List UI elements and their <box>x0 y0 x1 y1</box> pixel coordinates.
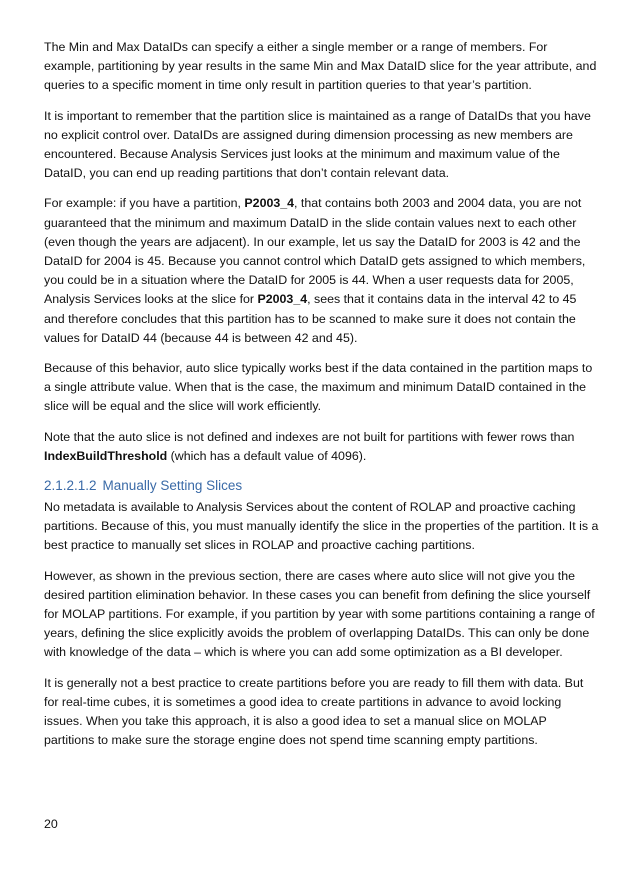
text-run: However, as shown in the previous section, there are cases where auto slice will not give you the desired partition elimination behavior. In these cases you can benefit from defining the slice yourself for MOLAP partitions. For example, if you partition by year with some partitions containing a range of years, defining the slice explicitly avoids the problem of overlapping DataIDs. This can only be done with knowledge of the data – which is where you can add some optimization as a BI developer. <box>44 568 595 660</box>
bold-term: P2003_4 <box>244 196 295 211</box>
paragraph <box>44 38 600 96</box>
paragraph <box>44 359 600 417</box>
paragraph <box>44 674 600 751</box>
text-run: The Min and Max DataIDs can specify a either a single member or a range of members. For example, partitioning by year results in the same Min and Max DataID slice for the year attribute, and queries to a specific moment in time only result in partition queries to that year’s partition. <box>44 40 597 93</box>
text-run: No metadata is available to Analysis Services about the content of ROLAP and proactive caching partitions. Because of this, you must manually identify the slice in the properties of the partition. It is a best practice to manually set slices in ROLAP and proactive caching partitions. <box>44 500 599 553</box>
text-run: , that contains both 2003 and 2004 data, you are not guaranteed that the minimum and maximum DataID in the slide contain values next to each other (even though the years are adjacent). In our example, let us say the DataID for 2003 is 42 and the DataID for 2004 is 45. Because you cannot control which DataID gets assigned to which members, you could be in a situation where the DataID for 2005 is 44. When a user requests data for 2005, Analysis Services looks at the slice for <box>44 196 586 307</box>
bold-term: P2003_4 <box>257 292 308 307</box>
bold-term: IndexBuildThreshold <box>44 448 168 463</box>
section-heading <box>44 477 600 495</box>
paragraphs-before-heading <box>44 38 600 466</box>
paragraph <box>44 194 600 348</box>
section-number: 2.1.2.1.2 <box>44 478 97 494</box>
text-run: Note that the auto slice is not defined and indexes are not built for partitions with fewer rows than <box>44 429 575 444</box>
paragraph <box>44 428 600 466</box>
text-run: It is generally not a best practice to create partitions before you are ready to fill them with data. But for real-time cubes, it is sometimes a good idea to create partitions in advance to avoid locking issues. When you take this approach, it is also a good idea to set a manual slice on MOLAP partitions to make sure the storage engine does not spend time scanning empty partitions. <box>44 675 584 748</box>
document-body <box>44 38 600 762</box>
text-run: Because of this behavior, auto slice typically works best if the data contained in the partition maps to a single attribute value. When that is the case, the maximum and minimum DataID contained in the slice will be equal and the slice will work efficiently. <box>44 361 593 414</box>
text-run: It is important to remember that the partition slice is maintained as a range of DataIDs that you have no explicit control over. DataIDs are assigned during dimension processing as new members are encountered. Because Analysis Services just looks at the minimum and maximum value of the DataID, you can end up reading partitions that don’t contain relevant data. <box>44 108 591 181</box>
page-number: 20 <box>44 817 58 831</box>
text-run: For example: if you have a partition, <box>44 196 245 211</box>
paragraph <box>44 498 600 556</box>
text-run: (which has a default value of 4096). <box>167 448 367 463</box>
paragraphs-after-heading <box>44 498 600 750</box>
paragraph <box>44 107 600 184</box>
text-run: , sees that it contains data in the interval 42 to 45 and therefore concludes that this partition has to be scanned to make sure it does not contain the values for DataID 44 (because 44 is between 42 and 45). <box>44 292 577 345</box>
section-title: Manually Setting Slices <box>102 478 243 494</box>
paragraph <box>44 567 600 663</box>
